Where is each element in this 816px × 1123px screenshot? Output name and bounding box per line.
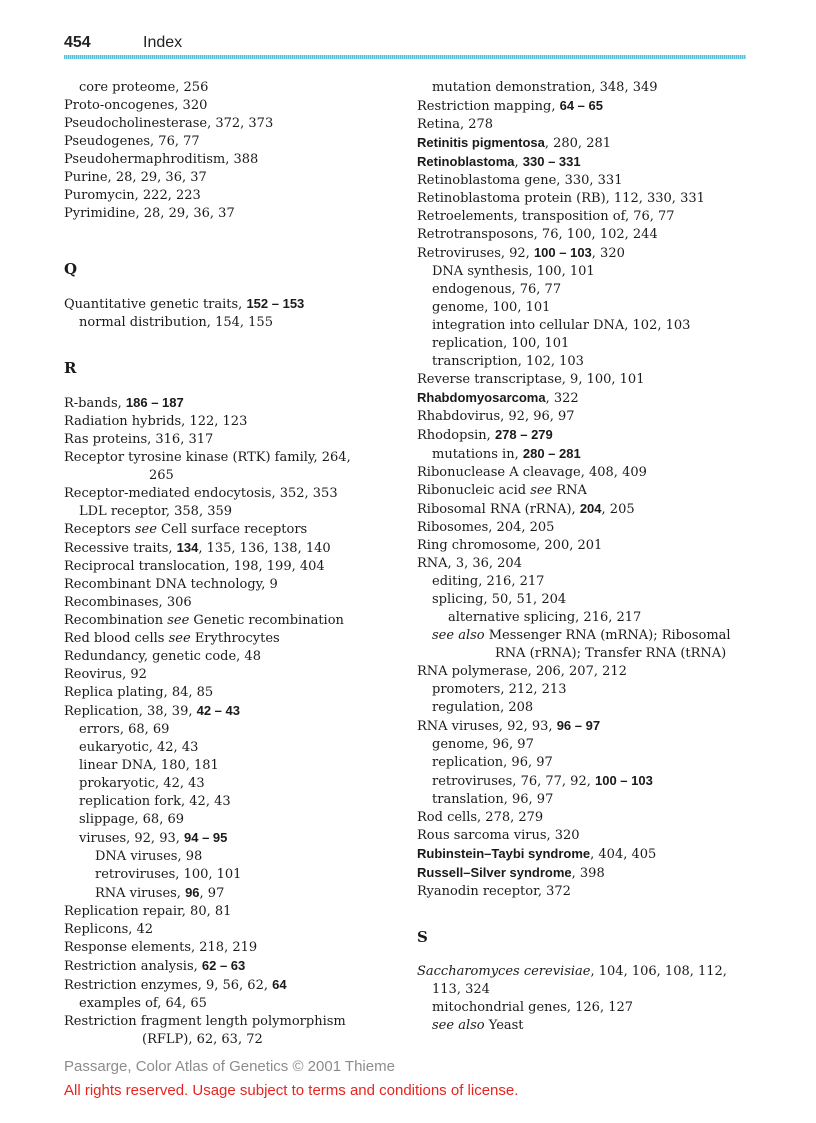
index-entry: normal distribution, 154, 155 [79, 315, 273, 330]
index-entry: Ring chromosome, 200, 201 [417, 538, 603, 553]
index-entry: eukaryotic, 42, 43 [79, 740, 199, 755]
index-entry: Restriction mapping, 64 – 65 [417, 98, 603, 114]
index-entry: Quantitative genetic traits, 152 – 153 [64, 296, 305, 312]
index-entry: Saccharomyces cerevisiae, 104, 106, 108, 112, [417, 964, 727, 979]
index-entry: mutation demonstration, 348, 349 [432, 80, 658, 95]
index-entry: replication, 100, 101 [432, 336, 570, 351]
index-entry: Rous sarcoma virus, 320 [417, 828, 580, 843]
index-entry: transcription, 102, 103 [432, 354, 584, 369]
index-entry: Puromycin, 222, 223 [64, 188, 201, 203]
index-entry: Recombinant DNA technology, 9 [64, 577, 278, 592]
index-entry: Restriction fragment length polymorphism [64, 1014, 346, 1029]
right-column [417, 79, 757, 1035]
index-entry: integration into cellular DNA, 102, 103 [432, 318, 691, 333]
index-entry: Russell–Silver syndrome, 398 [417, 865, 605, 881]
index-entry: Purine, 28, 29, 36, 37 [64, 170, 207, 185]
index-entry: linear DNA, 180, 181 [79, 758, 219, 773]
index-entry: Red blood cells see Erythrocytes [64, 631, 280, 646]
index-entry: Receptor-mediated endocytosis, 352, 353 [64, 486, 338, 501]
index-entry: Proto-oncogenes, 320 [64, 98, 208, 113]
index-entry: splicing, 50, 51, 204 [432, 592, 567, 607]
index-entry: Receptors see Cell surface receptors [64, 522, 308, 537]
header-rule [64, 55, 746, 59]
index-entry: Response elements, 218, 219 [64, 940, 258, 955]
index-entry: DNA viruses, 98 [95, 849, 203, 864]
index-entry-continued: 265 [149, 468, 174, 483]
index-entry: Retinoblastoma protein (RB), 112, 330, 331 [417, 191, 705, 206]
index-entry: replication, 96, 97 [432, 755, 553, 770]
index-entry-continued: (RFLP), 62, 63, 72 [142, 1032, 263, 1047]
page-header [64, 32, 746, 54]
index-entry: DNA synthesis, 100, 101 [432, 264, 595, 279]
index-entry: Restriction analysis, 62 – 63 [64, 958, 246, 974]
index-entry: Retinoblastoma, 330 – 331 [417, 154, 581, 170]
index-entry: RNA, 3, 36, 204 [417, 556, 522, 571]
index-entry: retroviruses, 76, 77, 92, 100 – 103 [432, 773, 653, 789]
index-entry: Reovirus, 92 [64, 667, 147, 682]
index-entry: Ribonuclease A cleavage, 408, 409 [417, 465, 647, 480]
section-letter-q: Q [64, 260, 78, 278]
index-entry: genome, 100, 101 [432, 300, 551, 315]
section-letter-s: S [417, 928, 428, 946]
index-entry: Reverse transcriptase, 9, 100, 101 [417, 372, 645, 387]
index-entry: Rhabdovirus, 92, 96, 97 [417, 409, 575, 424]
index-entry-continued: 113, 324 [432, 982, 490, 997]
index-entry: Recombination see Genetic recombination [64, 613, 344, 628]
index-entry: slippage, 68, 69 [79, 812, 185, 827]
index-entry: Replication repair, 80, 81 [64, 904, 232, 919]
index-entry: Pyrimidine, 28, 29, 36, 37 [64, 206, 235, 221]
index-entry: Ribosomal RNA (rRNA), 204, 205 [417, 501, 635, 517]
index-entry: Retroelements, transposition of, 76, 77 [417, 209, 675, 224]
index-entry: Restriction enzymes, 9, 56, 62, 64 [64, 977, 287, 993]
index-entry: Ryanodin receptor, 372 [417, 884, 571, 899]
index-entry: alternative splicing, 216, 217 [448, 610, 642, 625]
index-entry: Ras proteins, 316, 317 [64, 432, 214, 447]
index-entry: viruses, 92, 93, 94 – 95 [79, 830, 228, 846]
index-entry: retroviruses, 100, 101 [95, 867, 242, 882]
index-entry: Reciprocal translocation, 198, 199, 404 [64, 559, 325, 574]
left-column [64, 79, 404, 1049]
index-entry: Retrotransposons, 76, 100, 102, 244 [417, 227, 658, 242]
index-entry: Pseudocholinesterase, 372, 373 [64, 116, 274, 131]
index-entry: translation, 96, 97 [432, 792, 554, 807]
license-notice: All rights reserved. Usage subject to terms and conditions of license. [64, 1082, 519, 1099]
index-entry: Replica plating, 84, 85 [64, 685, 214, 700]
copyright-notice: Passarge, Color Atlas of Genetics © 2001 Thieme [64, 1058, 395, 1075]
index-entry: Recombinases, 306 [64, 595, 192, 610]
index-entry: core proteome, 256 [79, 80, 209, 95]
page-number: 454 [64, 34, 91, 51]
index-entry: promoters, 212, 213 [432, 682, 567, 697]
index-entry: genome, 96, 97 [432, 737, 534, 752]
index-entry: see also Yeast [432, 1018, 524, 1033]
index-entry: Retroviruses, 92, 100 – 103, 320 [417, 245, 625, 261]
index-entry: Ribonucleic acid see RNA [417, 483, 587, 498]
index-entry: Retinitis pigmentosa, 280, 281 [417, 135, 612, 151]
index-entry: prokaryotic, 42, 43 [79, 776, 205, 791]
index-entry: Pseudohermaphroditism, 388 [64, 152, 259, 167]
index-entry: editing, 216, 217 [432, 574, 545, 589]
index-entry: Retina, 278 [417, 117, 494, 132]
index-entry: RNA polymerase, 206, 207, 212 [417, 664, 627, 679]
index-entry: Receptor tyrosine kinase (RTK) family, 264, [64, 450, 351, 465]
index-entry: Retinoblastoma gene, 330, 331 [417, 173, 623, 188]
index-entry: errors, 68, 69 [79, 722, 170, 737]
index-entry: regulation, 208 [432, 700, 534, 715]
index-entry: Replicons, 42 [64, 922, 154, 937]
index-entry: endogenous, 76, 77 [432, 282, 562, 297]
index-entry: Ribosomes, 204, 205 [417, 520, 555, 535]
index-entry: Recessive traits, 134, 135, 136, 138, 140 [64, 540, 331, 556]
index-entry: examples of, 64, 65 [79, 996, 207, 1011]
index-entry: Rubinstein–Taybi syndrome, 404, 405 [417, 846, 657, 862]
index-entry: Radiation hybrids, 122, 123 [64, 414, 248, 429]
index-entry: RNA viruses, 96, 97 [95, 885, 225, 901]
index-entry: Pseudogenes, 76, 77 [64, 134, 200, 149]
index-entry: Rhabdomyosarcoma, 322 [417, 390, 579, 406]
index-entry: mutations in, 280 – 281 [432, 446, 581, 462]
index-entry: R-bands, 186 – 187 [64, 395, 184, 411]
index-entry: mitochondrial genes, 126, 127 [432, 1000, 634, 1015]
section-title: Index [143, 34, 183, 51]
index-entry: LDL receptor, 358, 359 [79, 504, 233, 519]
section-letter-r: R [64, 359, 77, 377]
index-entry: Rhodopsin, 278 – 279 [417, 427, 553, 443]
index-entry-continued: RNA (rRNA); Transfer RNA (tRNA) [495, 646, 727, 661]
index-entry: Replication, 38, 39, 42 – 43 [64, 703, 240, 719]
index-entry: RNA viruses, 92, 93, 96 – 97 [417, 718, 601, 734]
index-entry: replication fork, 42, 43 [79, 794, 231, 809]
index-entry: Rod cells, 278, 279 [417, 810, 544, 825]
index-entry: see also Messenger RNA (mRNA); Ribosomal [432, 628, 731, 643]
index-entry: Redundancy, genetic code, 48 [64, 649, 261, 664]
